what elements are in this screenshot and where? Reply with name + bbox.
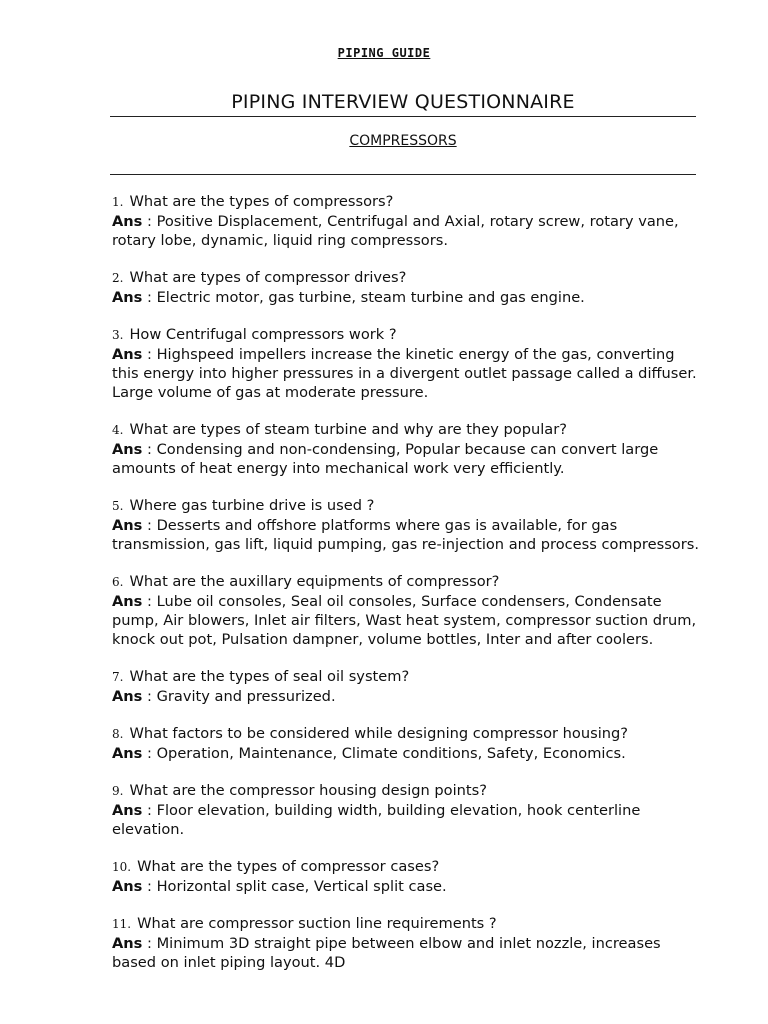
answer-text: : Condensing and non-condensing, Popular because can convert large amounts of heat energy into mechanical work very efficiently. (112, 441, 659, 477)
answer-text: : Operation, Maintenance, Climate conditions, Safety, Economics. (147, 745, 626, 762)
answer-label: Ans (112, 517, 143, 534)
qa-item (112, 325, 702, 402)
answer-label: Ans (112, 688, 143, 705)
answer-label: Ans (112, 878, 143, 895)
qa-list (112, 192, 702, 990)
question-text: What are the types of seal oil system? (129, 668, 410, 685)
question-text: How Centrifugal compressors work ? (129, 326, 397, 343)
answer-label: Ans (112, 935, 143, 952)
answer-text: : Desserts and offshore platforms where gas is available, for gas transmission, gas lift, liquid pumping, gas re-injection and process compressors. (112, 517, 699, 553)
answer-text: : Lube oil consoles, Seal oil consoles, Surface condensers, Condensate pump, Air blowers, Inlet air filters, Wast heat system, compressor suction drum, knock out pot, Pulsation dampner, volume bottles, Inter and after coolers. (112, 593, 697, 648)
question-number: 3. (112, 328, 124, 342)
answer-label: Ans (112, 441, 143, 458)
question-number: 6. (112, 575, 124, 589)
question-number: 8. (112, 727, 124, 741)
question-number: 5. (112, 499, 124, 513)
document-header: PIPING GUIDE (337, 46, 431, 60)
answer-label: Ans (112, 346, 143, 363)
qa-item (112, 496, 702, 554)
qa-item (112, 192, 702, 250)
answer-text: : Horizontal split case, Vertical split case. (147, 878, 447, 895)
answer-label: Ans (112, 745, 143, 762)
qa-item (112, 724, 702, 763)
question-text: What are types of steam turbine and why are they popular? (129, 421, 567, 438)
qa-item (112, 420, 702, 478)
question-number: 9. (112, 784, 124, 798)
question-number: 1. (112, 195, 124, 209)
question-text: What are the compressor housing design points? (129, 782, 487, 799)
question-text: What are the types of compressor cases? (137, 858, 440, 875)
answer-text: : Electric motor, gas turbine, steam turbine and gas engine. (147, 289, 585, 306)
answer-text: : Gravity and pressurized. (147, 688, 336, 705)
page-title: PIPING INTERVIEW QUESTIONNAIRE (231, 91, 575, 113)
question-text: What are types of compressor drives? (129, 269, 407, 286)
answer-label: Ans (112, 289, 143, 306)
qa-item (112, 268, 702, 307)
question-text: What are the types of compressors? (129, 193, 394, 210)
title-divider (110, 116, 696, 117)
qa-item (112, 781, 702, 839)
question-text: What factors to be considered while designing compressor housing? (129, 725, 629, 742)
question-number: 10. (112, 860, 132, 874)
question-number: 2. (112, 271, 124, 285)
section-heading: COMPRESSORS (349, 133, 457, 149)
answer-label: Ans (112, 802, 143, 819)
question-text: What are the auxillary equipments of compressor? (129, 573, 500, 590)
answer-text: : Minimum 3D straight pipe between elbow and inlet nozzle, increases based on inlet piping layout. 4D (112, 935, 661, 971)
answer-text: : Highspeed impellers increase the kinetic energy of the gas, converting this energy into higher pressures in a divergent outlet passage called a diffuser. Large volume of gas at moderate pressure. (112, 346, 697, 401)
question-text: Where gas turbine drive is used ? (129, 497, 375, 514)
question-number: 4. (112, 423, 124, 437)
question-number: 7. (112, 670, 124, 684)
answer-text: : Floor elevation, building width, building elevation, hook centerline elevation. (112, 802, 641, 838)
answer-label: Ans (112, 593, 143, 610)
answer-label: Ans (112, 213, 143, 230)
qa-item (112, 572, 702, 649)
answer-text: : Positive Displacement, Centrifugal and Axial, rotary screw, rotary vane, rotary lobe, dynamic, liquid ring compressors. (112, 213, 679, 249)
qa-item (112, 667, 702, 706)
question-text: What are compressor suction line requirements ? (137, 915, 497, 932)
question-number: 11. (112, 917, 132, 931)
qa-item (112, 914, 702, 972)
qa-item (112, 857, 702, 896)
section-divider (110, 174, 696, 175)
